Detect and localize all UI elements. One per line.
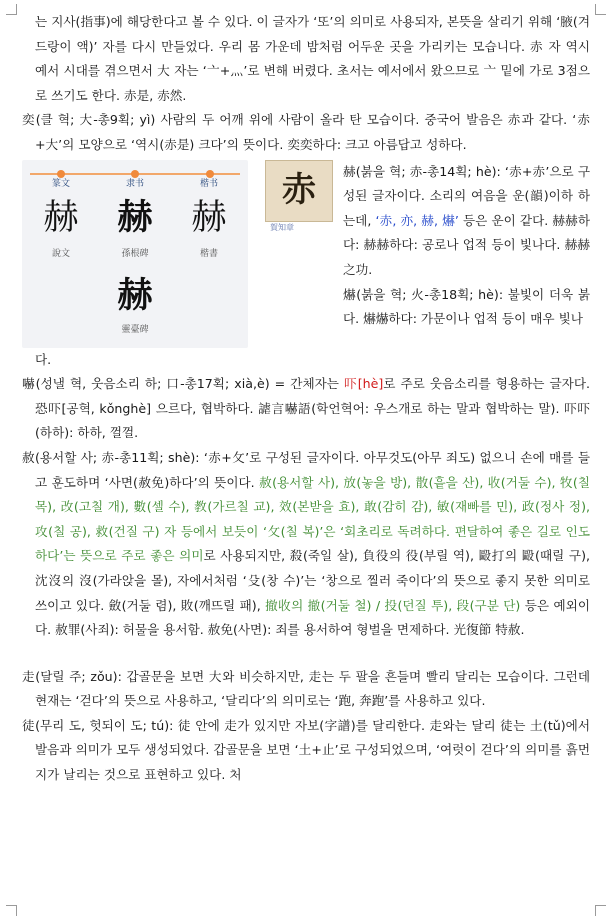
paragraph [22, 714, 590, 788]
calligraphy-thumbnail [265, 160, 337, 236]
seal-script-glyph: 赫 [43, 197, 79, 238]
text-block-top [22, 10, 590, 158]
highlighted-text: 赦(용서할 사), 放(놓을 방), 散(흩을 산), 收(거둘 수), 牧(칠 목), 改(고칠 개), 數(셀 수), 教(가르칠 교), 效(본받을 효), 敢(감히 감), 敏(재빠를 민), 政(정사 정), 攻(칠 공), 救(건질 구) 자 등에서 보듯이 ‘攵(칠 복)’은 ‘회초리로 독려하다. 편달하여 좋은 길로 인도하다’는 뜻으로 주로 좋은 의미 [35, 474, 590, 564]
crop-mark-top-left [6, 4, 17, 15]
figure-caption: 靈臺碑 [121, 324, 149, 335]
clerical-script-glyph-2: 赫 [117, 274, 153, 316]
text-run: 奕(클 혁; 大-총9획; yì) 사람의 두 어깨 위에 사람이 올라 탄 모습이다. 중국어 발음은 赤과 같다. ‘赤+大’의 모양으로 ‘역시(赤是) 크다’의 뜻이다. 奕奕하다: 크고 아름답고 성하다. [22, 112, 590, 152]
text-run: 등은 운이 같다. 赫赫하다: 赫赫하다: 공로나 업적 등이 빛나다. 赫赫之功. [343, 212, 590, 277]
timeline-dot [206, 170, 214, 178]
highlighted-text: 撤收의 撤(거둘 철) / 投(던질 투), 段(구분 단) [265, 597, 521, 613]
calligraphy-figure [22, 160, 248, 348]
crop-mark-bottom-right [595, 905, 606, 916]
thumbnail-caption: 賀知章 [270, 222, 294, 232]
paragraph-gap [22, 643, 590, 665]
paragraph [343, 283, 590, 332]
paragraph [343, 160, 590, 283]
regular-script-glyph: 赫 [191, 197, 227, 238]
figure-caption: 說文 [51, 248, 70, 259]
crop-mark-bottom-left [6, 905, 17, 916]
text-run: 赦(용서할 사; 赤-총11획; shè): ‘赤+攵’로 구성된 글자이다. 아무것도(아무 죄도) 없으니 손에 매를 들고 훈도하며 ‘사면(赦免)하다’의 뜻이다. [22, 449, 590, 490]
text-run: 로 사용되지만, 殺(죽일 살), 負役의 役(부릴 역), 毆打의 毆(때릴 구), 沈沒의 沒(가라앉을 몰), 자에서처럼 ‘殳(창 수)’는 ‘창으로 찔러 죽이다’의 뜻으로 좋지 못한 의미로 쓰이고 있다. 斂(거둘 렴), 敗(깨뜨릴 패), [35, 548, 590, 613]
paragraph [22, 665, 590, 714]
figure-header: 楷书 [199, 178, 218, 189]
text-run: 다. [35, 351, 52, 367]
timeline-dot [57, 170, 65, 178]
thumbnail-glyph: 赤 [282, 170, 316, 211]
figure-row [22, 160, 590, 348]
highlighted-text: 吓[hè] [344, 376, 384, 392]
text-run: 는 지사(指事)에 해당한다고 볼 수 있다. 이 글자가 ‘또’의 의미로 사용되자, 본뜻을 살리기 위해 ‘腋(겨드랑이 액)’ 자를 다시 만들었다. 우리 몸 가운데 밤처럼 어두운 곳을 가리키는 모습니다. 赤 자 역시 예서 시대를 겪으면서 大 자는 ‘亠+灬’로 변해 버렸다. 초서는 예서에서 왔으므로 亠 밑에 가로 3점으로 쓰기도 한다. 赤是, 赤然. [35, 14, 590, 103]
highlighted-text: ‘赤, 亦, 赫, 爀’ [375, 212, 459, 228]
text-run: 로 주로 웃음소리를 형용하는 글자다. 恐吓[공혁, kǒnghè] 으르다, 협박하다. 謔言嚇語(학언혁어: 우스개로 하는 말과 협박하는 말). 吓吓(하하): 하하, 껄껄. [35, 376, 591, 441]
figure-side-text [337, 160, 590, 348]
crop-mark-top-right [595, 4, 606, 15]
paragraph [22, 348, 590, 373]
text-run: 徒(무리 도, 헛되이 도; tú): 徒 안에 走가 있지만 자보(字譜)를 달리한다. 走와는 달리 徒는 土(tǔ)에서 발음과 의미가 모두 생성되었다. 갑골문을 보면 ‘土+止’로 구성되었으며, ‘여럿이 걷다’의 의미를 흙먼지가 날리는 것으로 표현하고 있다. 처 [22, 717, 590, 783]
text-run: 走(달릴 주; zǒu): 갑골문을 보면 大와 비슷하지만, 走는 두 팔을 흔들며 빨리 달리는 모습이다. 그런데 현재는 ‘걷다’의 뜻으로 사용하고, ‘달리다’의 의미로는 ‘跑, 奔跑’를 사용하고 있다. [22, 668, 590, 709]
text-run: 嚇(성낼 혁, 웃음소리 하; 口-총17획; xià,è) = 간체자는 [22, 376, 345, 392]
text-block-bottom [22, 665, 590, 788]
thumbnail-image [265, 160, 333, 222]
paragraph [22, 372, 590, 446]
text-run: 赫(붉을 혁; 赤-총14획; hè): ‘赤+赤’으로 구성된 글자이다. 소리의 여음을 운(韻)이하 하는데, [343, 163, 590, 228]
timeline-dot [131, 170, 139, 178]
figure-caption: 孫根碑 [121, 248, 149, 259]
document-page [22, 10, 590, 788]
text-block-middle [22, 348, 590, 643]
paragraph [22, 10, 590, 108]
paragraph [22, 108, 590, 157]
paragraph [22, 446, 590, 643]
clerical-script-glyph: 赫 [117, 196, 153, 238]
figure-caption: 楷書 [199, 248, 218, 259]
text-run: 등은 예외이다. 赦罪(사죄): 허물을 용서함. 赦免(사면): 죄를 용서하여 형벌을 면제하다. 光復節 特赦. [35, 597, 591, 638]
text-run: 爀(붉을 혁; 火-총18획; hè): 불빛이 더욱 붉다. 爀爀하다: 가문이나 업적 등이 매우 빛나 [343, 286, 590, 327]
figure-header: 隶书 [125, 178, 144, 189]
figure-header: 篆文 [51, 178, 70, 189]
